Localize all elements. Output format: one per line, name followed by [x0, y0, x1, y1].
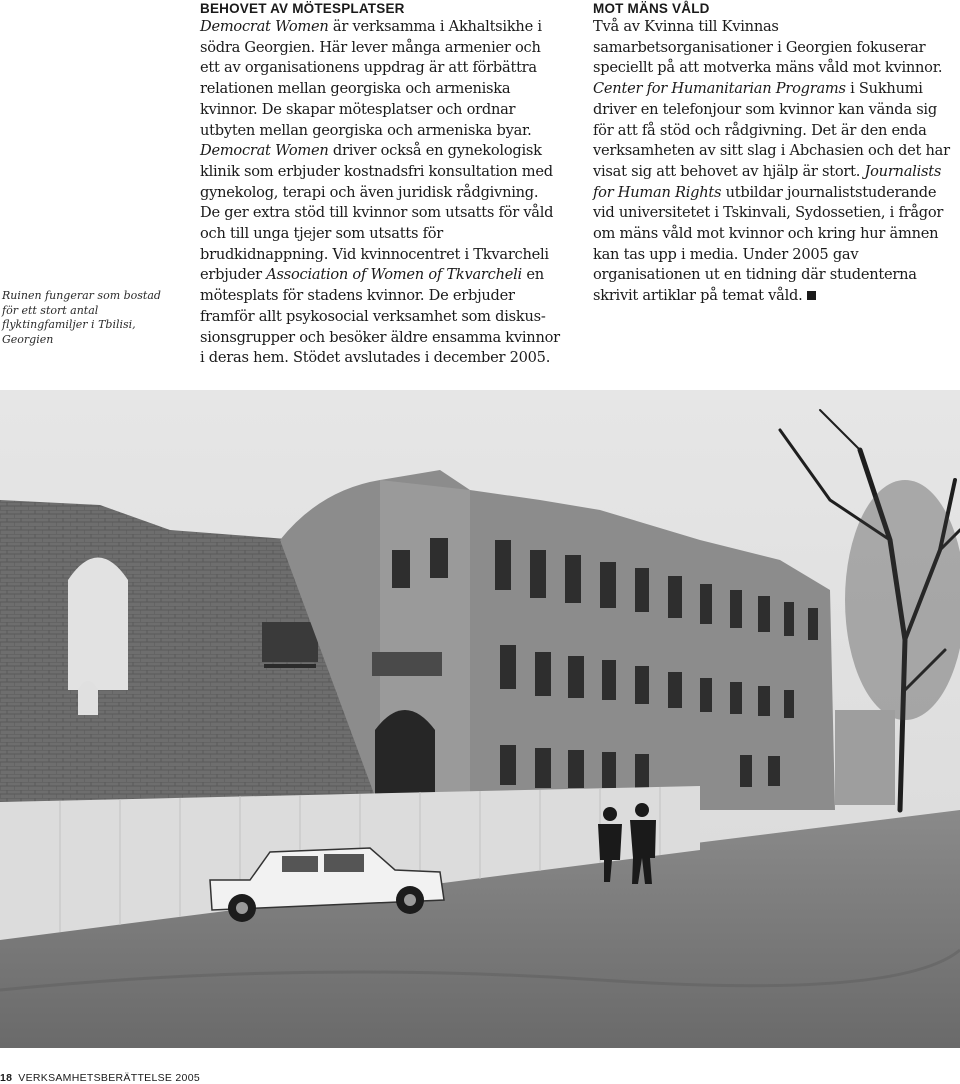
publication-title: VERKSAMHETSBERÄTTELSE 2005	[18, 1072, 200, 1084]
left-organisation-name: Democrat Women	[200, 142, 329, 160]
right-text-run: Två av Kvinna till Kvinnas samarbetsorganisationer i Georgien fokuserar speciellt på att motverka mäns våld mot kvinnor.	[593, 18, 943, 77]
left-text-run: är verksamma i Akhaltsikhe i södra Georgien. Här lever många armenier och ett av organisationens uppdrag är att förbättra relationen mellan georgiska och armeniska kvinnor. De skapar mötesplatser och ordnar utbyten mellan georgiska och armeniska byar.	[200, 18, 542, 139]
left-column	[200, 0, 562, 369]
right-organisation-name: Center for Humanitarian Programs	[593, 80, 846, 98]
photo-ruined-building	[0, 390, 960, 1048]
right-text-run: utbildar journaliststuderande vid universitetet i Tskinvali, Sydossetien, i frågor om mäns våld mot kvinnor och kring hur ämnen kan tas upp i media. Under 2005 gav organisationen ut en tidning där studenterna skrivit artiklar på temat våld.	[593, 183, 944, 305]
left-organisation-name: Association of Women of Tkvarcheli	[266, 266, 522, 284]
heading-meeting-places: BEHOVET AV MÖTESPLATSER	[200, 1, 405, 16]
heading-male-violence: MOT MÄNS VÅLD	[593, 1, 710, 16]
right-text-run: i Sukhumi driver en telefonjour som kvinnor kan vända sig för att få stöd och rådgivning. Det är den enda verksamheten av sitt slag i Abchasien och det har visat sig att behovet av hjälp är stort.	[593, 80, 950, 180]
right-body-text	[593, 17, 955, 307]
left-text-run: en mötesplats för stadens kvinnor. De erbjuder framför allt psykosocial verksamhet som diskussionsgrupper och besöker äldre ensamma kvinnor i deras hem. Stödet avslutades i december 2005.	[200, 266, 560, 367]
left-body-text	[200, 17, 562, 369]
end-of-article-mark	[807, 291, 816, 300]
left-text-run: driver också en gynekologisk klinik som erbjuder kostnadsfri konsultation med gynekolog, terapi och även juridisk rådgivning. De ger extra stöd till kvinnor som utsatts för våld och till unga tjejer som utsatts för brudkidnappning. Vid kvinnocentret i Tkvarcheli erbjuder	[200, 142, 554, 284]
photo-illustration	[0, 390, 960, 1048]
right-organisation-name: Journalists for Human Rights	[593, 162, 942, 201]
left-organisation-name: Democrat Women	[200, 18, 329, 35]
right-column	[593, 0, 955, 307]
page-footer	[0, 1072, 200, 1084]
page-number: 18	[0, 1072, 13, 1084]
photo-caption: Ruinen fungerar som bostad för ett stort antal flyktingfamiljer i Tbilisi, Georgien	[2, 289, 161, 346]
